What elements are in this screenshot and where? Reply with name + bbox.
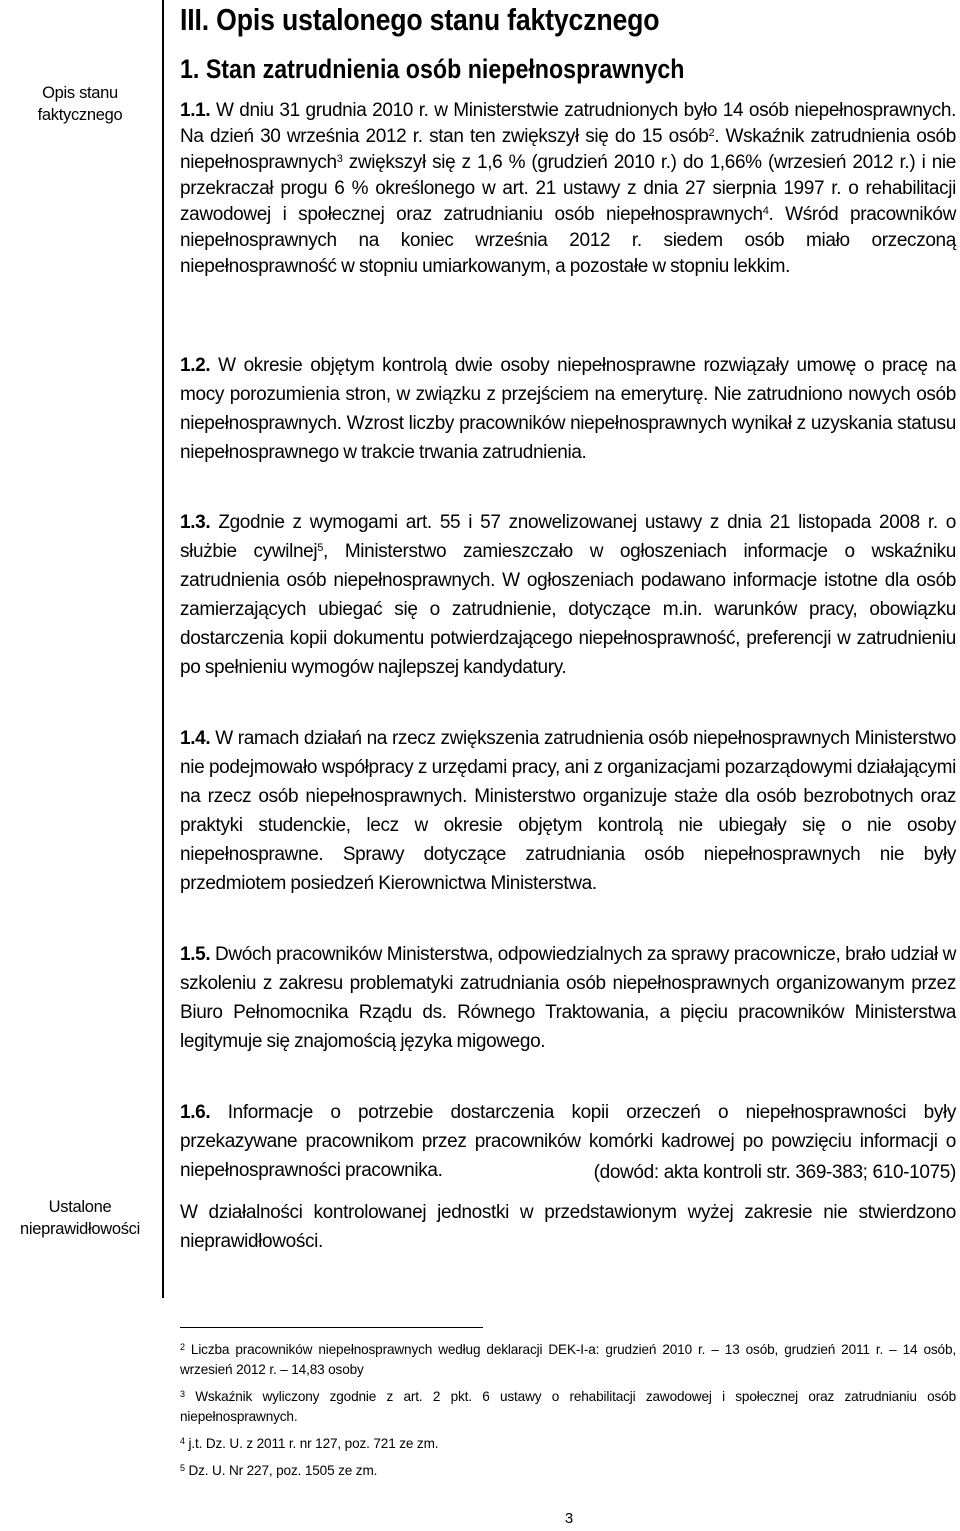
paragraph-number: 1.5. [180, 944, 211, 965]
footnote-text: Dz. U. Nr 227, poz. 1505 ze zm. [184, 1463, 378, 1478]
paragraph-number: 1.3. [180, 512, 211, 533]
paragraph-text: , Ministerstwo zamieszczało w ogłoszeniach informacje o wskaźniku zatrudnienia osób niepełnosprawnych. W ogłoszeniach podawano informacje istotne dla osób zamierzających ubiegać się o zatrudnienie, dotyczące m.in. warunków pracy, obowiązku dostarczenia kopii dokumentu potwierdzającego niepełnosprawność, preferencji w zatrudnieniu po spełnieniu wymogów najlepszej kandydatury. [180, 541, 956, 678]
footnote-text: j.t. Dz. U. z 2011 r. nr 127, poz. 721 ze zm. [184, 1436, 439, 1451]
paragraph-number: 1.2. [180, 355, 211, 376]
subsection-title: 1. Stan zatrudnienia osób niepełnosprawnych [180, 54, 685, 84]
footnote [180, 1461, 956, 1481]
margin-note-facts: Opis stanu faktycznego [37, 84, 123, 124]
footnotes [180, 1340, 956, 1488]
paragraph-number: 1.6. [180, 1102, 211, 1123]
paragraph-1-2 [180, 351, 956, 467]
footnote-number: 2 [180, 1342, 185, 1352]
footnote-text: Liczba pracowników niepełnosprawnych według deklaracji DEK-I-a: grudzień 2010 r. – 13 osób, grudzień 2011 r. – 14 osób, wrzesień 2012 r. – 14,83 osoby [180, 1342, 956, 1377]
footnote-number: 4 [180, 1436, 185, 1446]
footnote-ref: 3 [336, 153, 343, 165]
paragraph-text: Zgodnie z wymogami art. 55 i 57 znowelizowanej ustawy z dnia 21 listopada 2008 r. o służbie cywilnej [180, 512, 956, 562]
footnote [180, 1340, 956, 1380]
paragraph-1-3 [180, 508, 956, 682]
section-title: III. Opis ustalonego stanu faktycznego [180, 2, 660, 37]
paragraph-text: W dniu 31 grudnia 2010 r. w Ministerstwie zatrudnionych było 14 osób niepełnosprawnych. Na dzień 30 września 2012 r. stan ten zwiększył się do 15 osób [180, 100, 956, 147]
irregularities-statement [180, 1198, 956, 1256]
paragraph-1-5 [180, 940, 956, 1056]
paragraph-1-4 [180, 724, 956, 898]
margin-note-irregularities: Ustalone nieprawidłowości [20, 1198, 140, 1238]
paragraph-text: . Wskaźnik zatrudnienia osób niepełnosprawnych [180, 126, 956, 173]
footnote-ref: 2 [708, 127, 715, 139]
paragraph-text: W ramach działań na rzecz zwiększenia zatrudnienia osób niepełnosprawnych Ministerstwo nie podejmowało współpracy z urzędami pracy, ani z organizacjami pozarządowymi działającymi na rzecz osób niepełnosprawnych. Ministerstwo organizuje staże dla osób bezrobotnych oraz praktyki studenckie, lecz w okresie objętym kontrolą nie ubiegały się o nie osoby niepełnosprawne. Sprawy dotyczące zatrudniania osób niepełnosprawnych nie były przedmiotem posiedzeń Kierownictwa Ministerstwa. [180, 728, 956, 894]
footnote-ref: 5 [317, 542, 324, 554]
evidence-reference: (dowód: akta kontroli str. 369-383; 610-1075) [593, 1162, 956, 1183]
page-number: 3 [564, 1510, 574, 1527]
footnote-ref: 4 [762, 205, 769, 217]
paragraph-1-1 [180, 98, 956, 280]
paragraph-number: 1.1. [180, 100, 211, 121]
footnote [180, 1387, 956, 1427]
footnote-separator [180, 1327, 483, 1328]
footnote-number: 3 [180, 1389, 185, 1399]
paragraph-text: Informacje o potrzebie dostarczenia kopii orzeczeń o niepełnosprawności były przekazywane pracownikom przez pracowników komórki kadrowej po powzięciu informacji o niepełnosprawności pracownika. [180, 1102, 956, 1181]
paragraph-number: 1.4. [180, 728, 211, 749]
paragraph-text: W okresie objętym kontrolą dwie osoby niepełnosprawne rozwiązały umowę o pracę na mocy porozumienia stron, w związku z przejściem na emeryturę. Nie zatrudniono nowych osób niepełnosprawnych. Wzrost liczby pracowników niepełnosprawnych wynikał z uzyskania statusu niepełnosprawnego w trakcie trwania zatrudnienia. [180, 355, 956, 463]
sidebar-divider [162, 0, 164, 1298]
paragraph-text: zwiększył się z 1,6 % (grudzień 2010 r.) do 1,66% (wrzesień 2012 r.) i nie przekraczał progu 6 % określonego w art. 21 ustawy z dnia 27 sierpnia 1997 r. o rehabilitacji zawodowej i społecznej oraz zatrudnianiu osób niepełnosprawnych [180, 152, 956, 225]
irregularities-text: W działalności kontrolowanej jednostki w przedstawionym wyżej zakresie nie stwierdzono nieprawidłowości. [180, 1202, 956, 1252]
footnote-number: 5 [180, 1463, 185, 1473]
footnote [180, 1434, 956, 1454]
paragraph-text: Dwóch pracowników Ministerstwa, odpowiedzialnych za sprawy pracownicze, brało udział w szkoleniu z zakresu problematyki zatrudniania osób niepełnosprawnych organizowanym przez Biuro Pełnomocnika Rządu ds. Równego Traktowania, a pięciu pracowników Ministerstwa legitymuje się znajomością języka migowego. [180, 944, 956, 1052]
footnote-text: Wskaźnik wyliczony zgodnie z art. 2 pkt. 6 ustawy o rehabilitacji zawodowej i społecznej oraz zatrudnianiu osób niepełnosprawnych. [180, 1389, 956, 1424]
paragraph-text: . Wśród pracowników niepełnosprawnych na koniec września 2012 r. siedem osób miało orzeczoną niepełnosprawność w stopniu umiarkowanym, a pozostałe w stopniu lekkim. [180, 204, 956, 277]
